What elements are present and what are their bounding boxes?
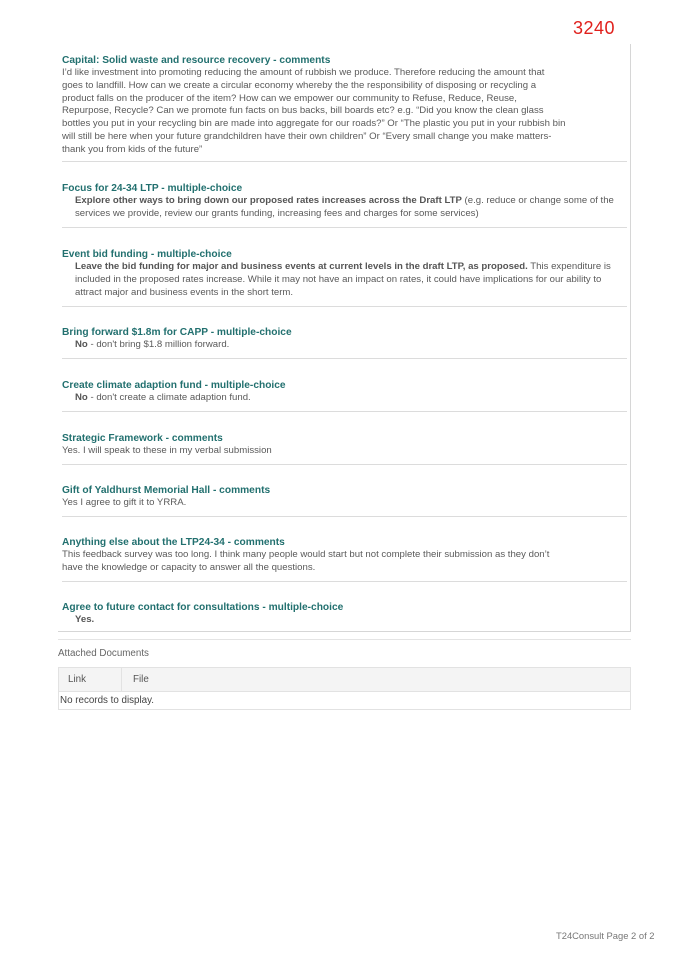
section-yaldhurst-hall <box>62 484 627 510</box>
answer-detail: (e.g. reduce or change some of the services we provide, review our grants funding, increasing fees and charges for some services) <box>75 195 614 219</box>
section-title: Capital: Solid waste and resource recovery - comments <box>62 55 331 66</box>
section-capp <box>62 326 627 352</box>
answer-choice: Yes. <box>75 614 95 625</box>
column-header-file[interactable]: File <box>133 674 149 685</box>
section-answer <box>62 614 627 627</box>
answer-choice: No <box>75 339 88 350</box>
section-title: Strategic Framework - comments <box>62 433 223 444</box>
divider <box>62 161 627 162</box>
answer-detail: This expenditure is included in the proposed rates increase. While it may not have an impact on rates, it could have implications for our ability to attract major and business events in the short term. <box>75 261 611 298</box>
section-comment: Yes I agree to gift it to YRRA. <box>62 497 187 508</box>
section-title: Bring forward $1.8m for CAPP - multiple-choice <box>62 327 292 338</box>
section-anything-else <box>62 536 627 575</box>
attached-documents-table-header <box>58 667 631 692</box>
section-comment: I’d like investment into promoting reducing the amount of rubbish we produce. Therefore reducing the amount that goes to landfill. How can we create a circular economy whereby the the responsibility of disposing or recycling a product falls on the producer of the item? How can we empower our community to Refuse, Reduce, Reuse, Repurpose, Recycle? Can we promote fun facts on bus backs, bill boards etc? e.g. “Did you know the clean glass bottles you put in your recycling bin are made into aggregate for our roads?” Or “The plastic you put in your rubbish bin will still be here when your future grandchildren have their own children” Or “Every small change you make matters- thank you from kids of the future” <box>62 67 566 155</box>
divider <box>62 227 627 228</box>
page-number: 3240 <box>573 18 616 38</box>
divider <box>62 411 627 412</box>
section-answer <box>62 392 627 405</box>
section-answer <box>62 261 627 299</box>
answer-choice: Leave the bid funding for major and business events at current levels in the draft LTP, as proposed. <box>75 261 528 272</box>
section-comment: Yes. I will speak to these in my verbal submission <box>62 445 272 456</box>
section-title: Create climate adaption fund - multiple-choice <box>62 380 286 391</box>
section-future-contact <box>62 601 627 627</box>
answer-choice: No <box>75 392 88 403</box>
section-solid-waste <box>62 54 627 157</box>
section-strategic-framework <box>62 432 627 458</box>
answer-detail: - don't create a climate adaption fund. <box>87 392 251 403</box>
attached-documents-heading: Attached Documents <box>58 648 149 659</box>
divider <box>62 358 627 359</box>
section-answer <box>62 195 627 221</box>
section-title: Gift of Yaldhurst Memorial Hall - comments <box>62 485 271 496</box>
empty-table-message: No records to display. <box>58 692 631 710</box>
section-answer <box>62 339 627 352</box>
section-title: Focus for 24-34 LTP - multiple-choice <box>62 183 243 194</box>
page-footer: T24Consult Page 2 of 2 <box>556 930 655 941</box>
divider <box>58 639 631 640</box>
column-header-link[interactable]: Link <box>59 668 122 691</box>
answer-detail: - don't bring $1.8 million forward. <box>87 339 230 350</box>
answer-choice: Explore other ways to bring down our proposed rates increases across the Draft LTP <box>75 195 462 206</box>
divider <box>62 464 627 465</box>
section-title: Agree to future contact for consultations - multiple-choice <box>62 602 344 613</box>
section-title: Event bid funding - multiple-choice <box>62 249 232 260</box>
section-title: Anything else about the LTP24-34 - comments <box>62 537 285 548</box>
section-event-bid <box>62 248 627 299</box>
divider <box>62 516 627 517</box>
divider <box>62 581 627 582</box>
submission-panel <box>58 44 631 632</box>
divider <box>62 306 627 307</box>
section-climate-fund <box>62 379 627 405</box>
section-comment: This feedback survey was too long. I think many people would start but not complete their submission as they don’t have the knowledge or capacity to answer all the questions. <box>62 549 550 573</box>
section-focus-ltp <box>62 182 627 221</box>
